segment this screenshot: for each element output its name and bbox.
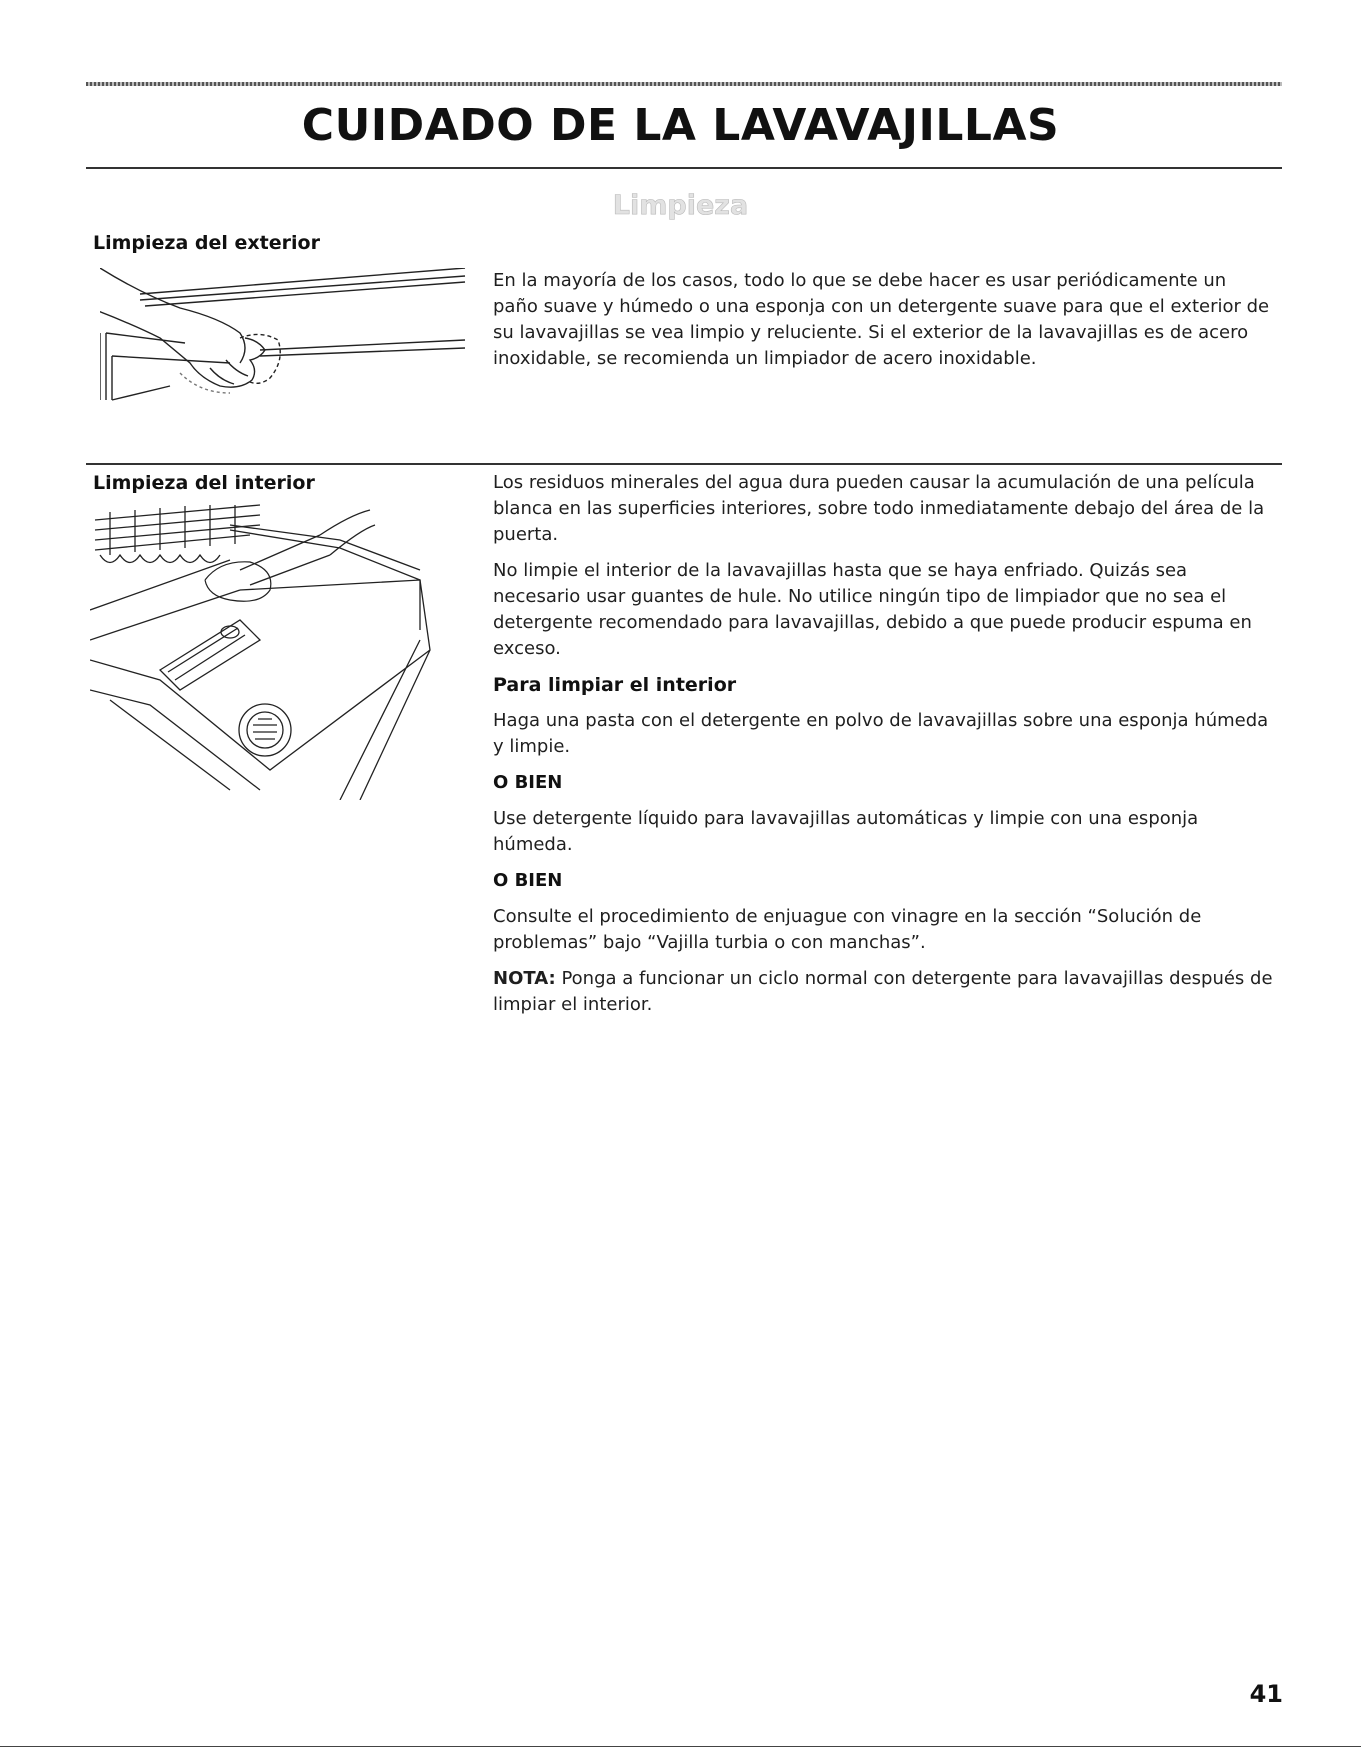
- exterior-text: [493, 268, 1273, 382]
- interior-paragraph-3: Haga una pasta con el detergente en polvo de lavavajillas sobre una esponja húmeda y limpie.: [493, 710, 1269, 757]
- interior-paragraph-1: Los residuos minerales del agua dura pueden causar la acumulación de una película blanca en las superficies interiores, sobre todo inmediatamente debajo del área de la puerta.: [493, 472, 1265, 545]
- or-label-1: O BIEN: [493, 772, 563, 793]
- interior-subheading: Para limpiar el interior: [493, 674, 737, 696]
- bottom-rule: [0, 1746, 1361, 1747]
- top-dotted-rule: [86, 82, 1282, 86]
- section-divider: [86, 463, 1282, 465]
- page-title: CUIDADO DE LA LAVAVAJILLAS: [301, 100, 1060, 151]
- note-paragraph: [493, 966, 1273, 1018]
- interior-text: [493, 470, 1273, 1028]
- page-number: 41: [1249, 1680, 1283, 1708]
- exterior-cleaning-illustration: [100, 268, 470, 448]
- title-rule: [86, 167, 1282, 169]
- interior-cleaning-illustration: [90, 500, 480, 800]
- interior-paragraph-5: Consulte el procedimiento de enjuague con vinagre en la sección “Solución de problemas” bajo “Vajilla turbia o con manchas”.: [493, 906, 1202, 953]
- exterior-paragraph: En la mayoría de los casos, todo lo que se debe hacer es usar periódicamente un paño suave y húmedo o una esponja con un detergente suave para que el exterior de su lavavajillas se vea limpio y reluciente. Si el exterior de la lavavajillas es de acero inoxidable, se recomienda un limpiador de acero inoxidable.: [493, 270, 1270, 369]
- interior-paragraph-4: Use detergente líquido para lavavajillas automáticas y limpie con una esponja húmeda.: [493, 808, 1199, 855]
- interior-heading: Limpieza del interior: [93, 472, 315, 494]
- or-label-2: O BIEN: [493, 870, 563, 891]
- interior-paragraph-2: No limpie el interior de la lavavajillas hasta que se haya enfriado. Quizás sea necesario usar guantes de hule. No utilice ningún tipo de limpiador que no sea el detergente recomendado para lavavajillas, debido a que puede producir espuma en exceso.: [493, 560, 1252, 659]
- note-text: Ponga a funcionar un ciclo normal con detergente para lavavajillas después de limpiar el interior.: [493, 968, 1273, 1015]
- exterior-heading: Limpieza del exterior: [93, 232, 320, 254]
- section-title: Limpieza: [612, 190, 749, 221]
- note-label: NOTA:: [493, 968, 556, 989]
